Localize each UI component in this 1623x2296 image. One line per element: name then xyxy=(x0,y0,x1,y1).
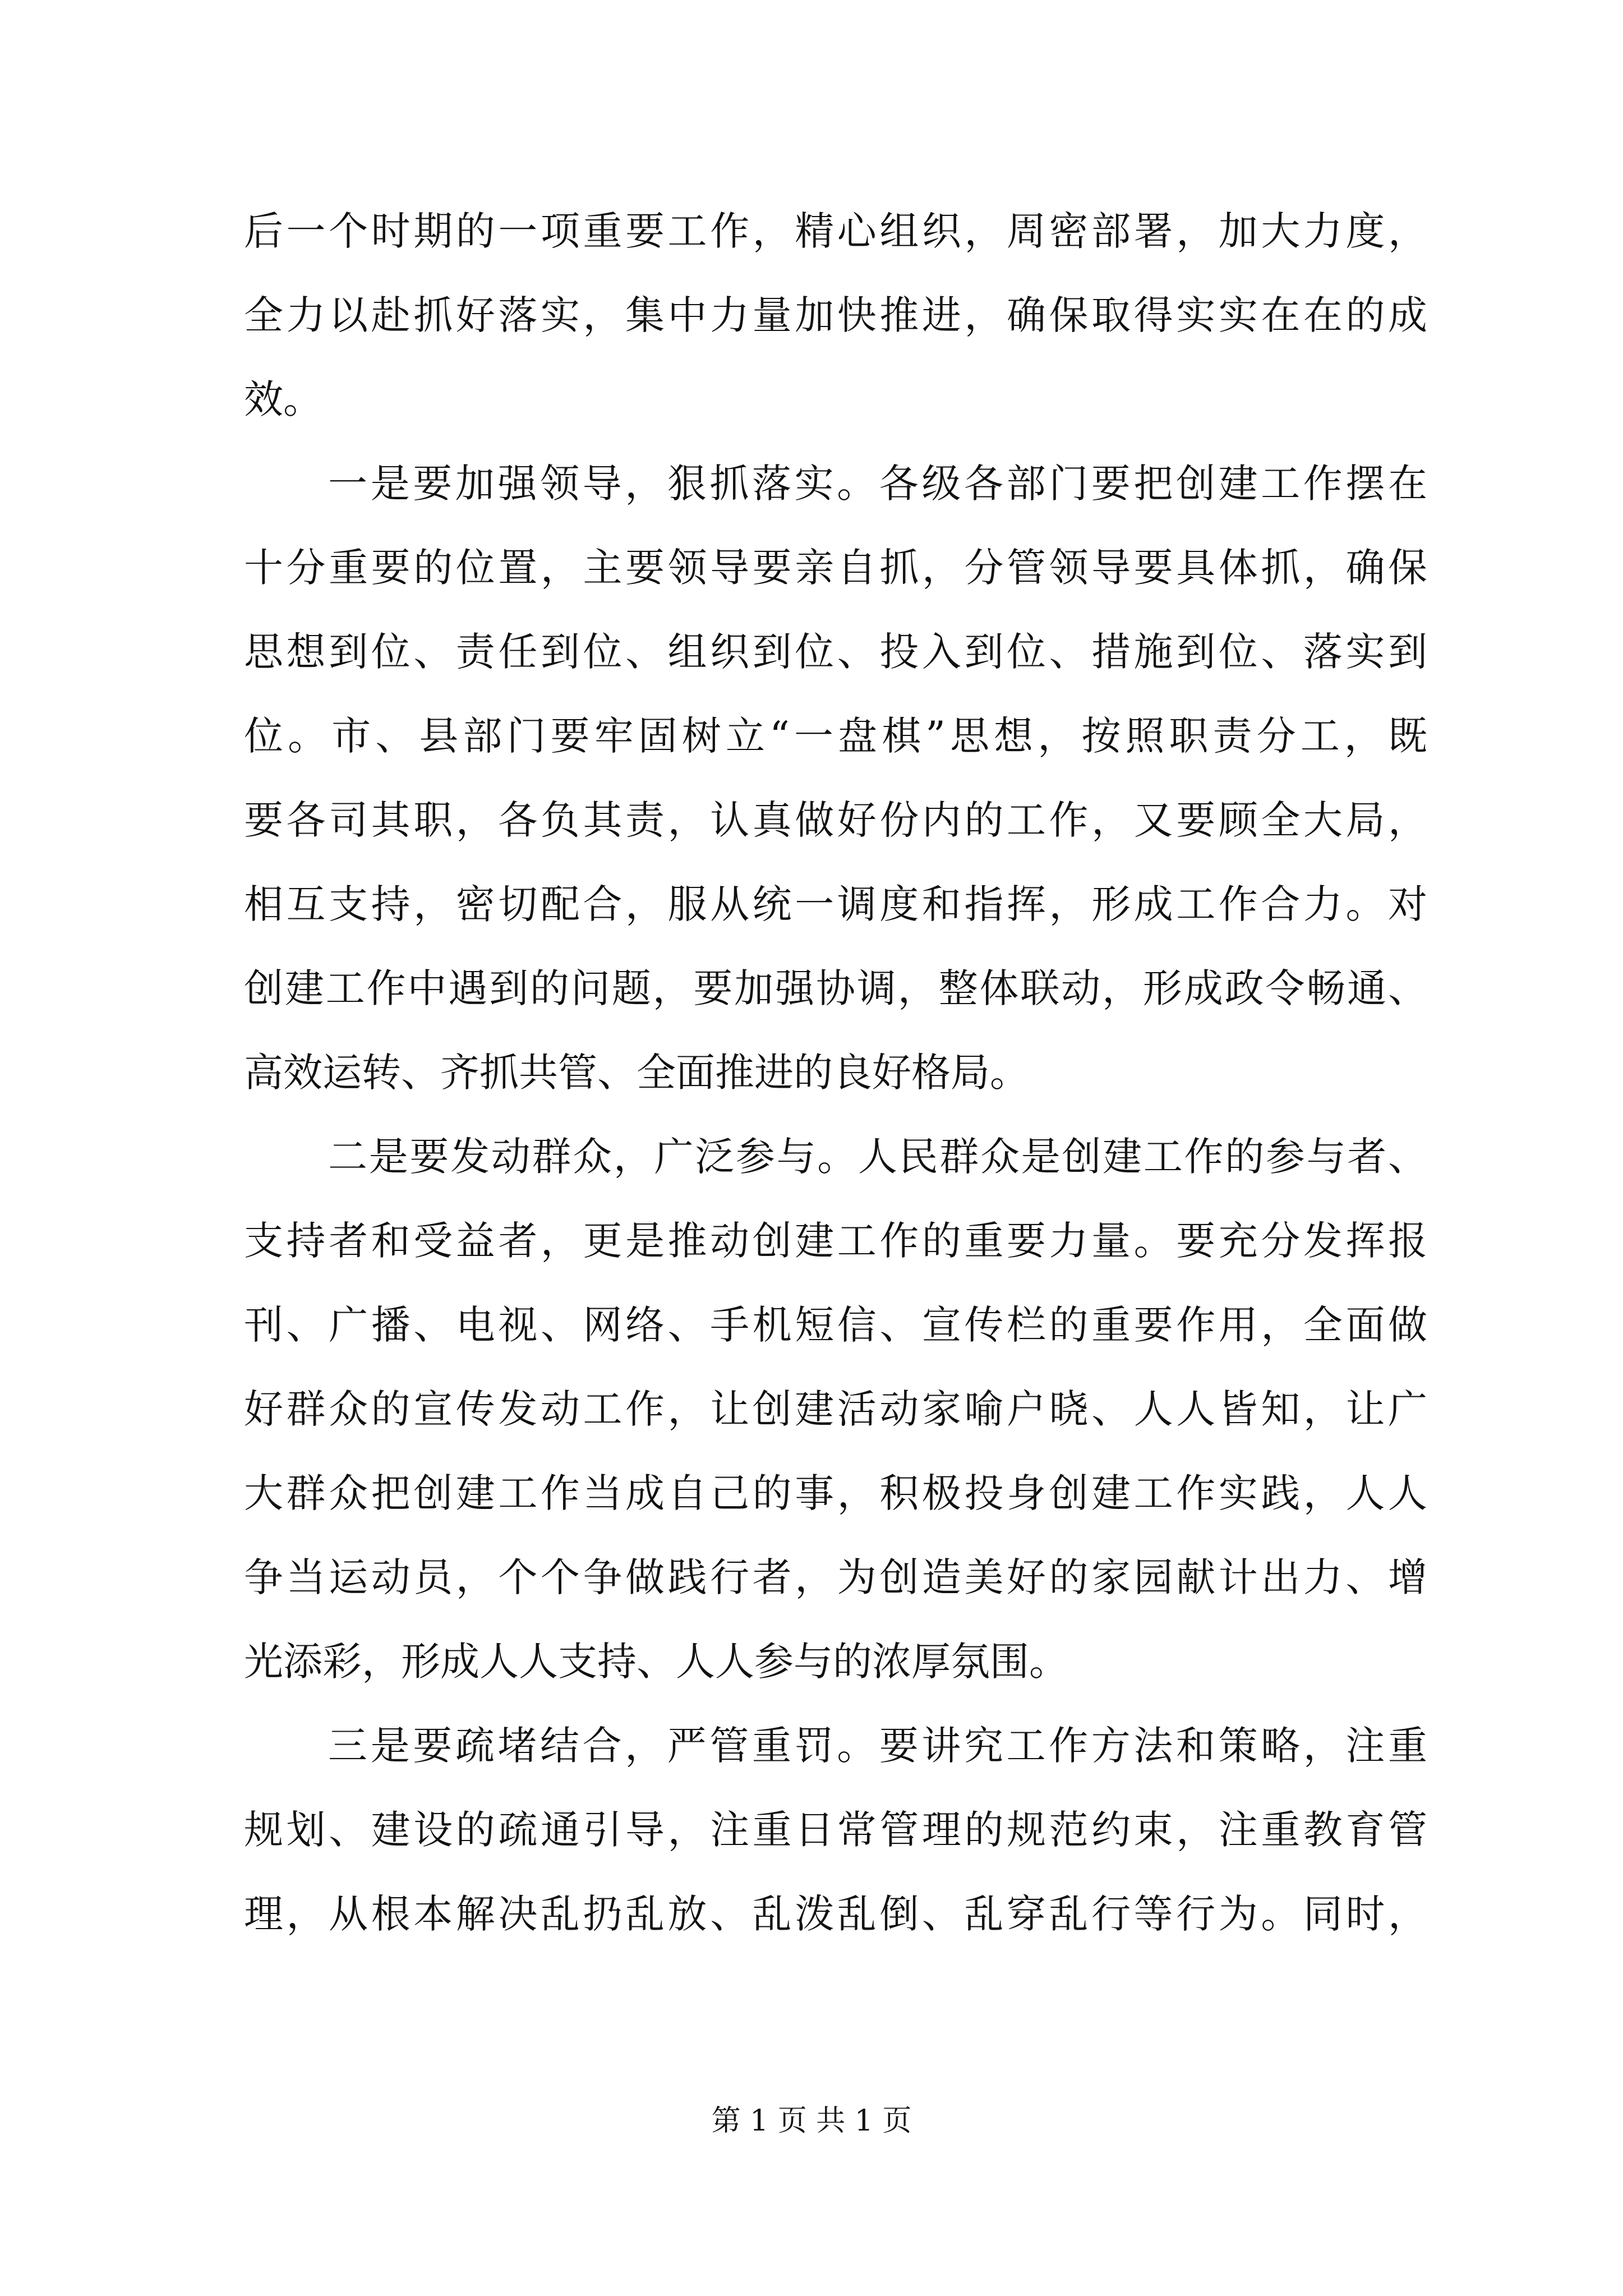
text-line: 要各司其职，各负其责，认真做好份内的工作，又要顾全大局， xyxy=(244,797,1427,843)
text-line: 十分重要的位置，主要领导要亲自抓，分管领导要具体抓，确保 xyxy=(244,545,1427,591)
text-line: 后一个时期的一项重要工作，精心组织，周密部署，加大力度， xyxy=(244,208,1427,254)
text-line: 效。 xyxy=(244,376,322,422)
text-line: 高效运转、齐抓共管、全面推进的良好格局。 xyxy=(244,1050,1029,1096)
text-line: 规划、建设的疏通引导，注重日常管理的规范约束，注重教育管 xyxy=(244,1807,1427,1853)
text-line: 争当运动员，个个争做践行者，为创造美好的家园献计出力、增 xyxy=(244,1554,1427,1600)
paragraph-first-line: 一是要加强领导，狠抓落实。各级各部门要把创建工作摆在 xyxy=(328,461,1427,507)
page-footer xyxy=(0,2101,1623,2141)
text-line: 全力以赴抓好落实，集中力量加快推进，确保取得实实在在的成 xyxy=(244,292,1427,338)
text-line: 思想到位、责任到位、组织到位、投入到位、措施到位、落实到 xyxy=(244,629,1427,675)
text-line: 大群众把创建工作当成自己的事，积极投身创建工作实践，人人 xyxy=(244,1470,1427,1516)
text-line: 创建工作中遇到的问题，要加强协调，整体联动，形成政令畅通、 xyxy=(244,965,1427,1011)
paragraph-first-line: 二是要发动群众，广泛参与。人民群众是创建工作的参与者、 xyxy=(328,1134,1427,1180)
text-line: 好群众的宣传发动工作，让创建活动家喻户晓、人人皆知，让广 xyxy=(244,1386,1427,1432)
text-line: 支持者和受益者，更是推动创建工作的重要力量。要充分发挥报 xyxy=(244,1218,1427,1264)
text-line: 理，从根本解决乱扔乱放、乱泼乱倒、乱穿乱行等行为。同时， xyxy=(244,1891,1427,1937)
text-line: 相互支持，密切配合，服从统一调度和指挥，形成工作合力。对 xyxy=(244,881,1427,927)
paragraph-first-line: 三是要疏堵结合，严管重罚。要讲究工作方法和策略，注重 xyxy=(328,1723,1427,1769)
text-line: 位。市、县部门要牢固树立“一盘棋”思想，按照职责分工，既 xyxy=(244,713,1427,759)
page-number: 第 1 页 共 1 页 xyxy=(711,2104,912,2138)
text-line: 光添彩，形成人人支持、人人参与的浓厚氛围。 xyxy=(244,1639,1068,1685)
text-line: 刊、广播、电视、网络、手机短信、宣传栏的重要作用，全面做 xyxy=(244,1302,1427,1348)
